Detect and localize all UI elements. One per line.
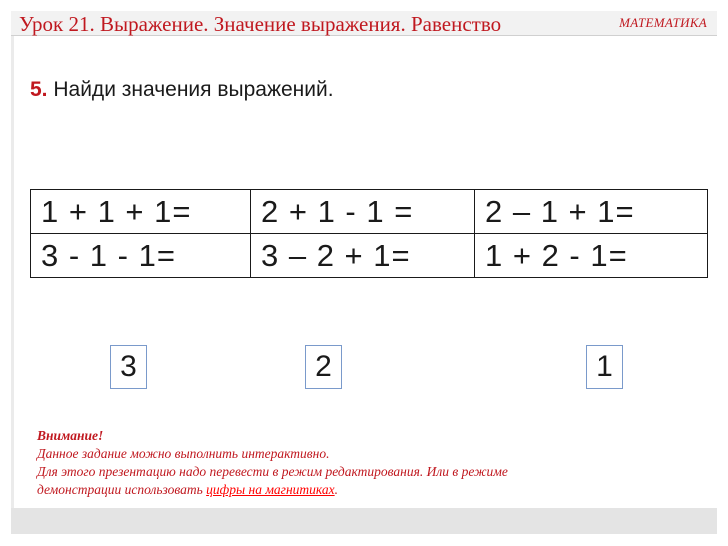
attention-note [37,427,707,499]
expression-cell: 3 - 1 - 1= [31,234,251,278]
left-decor-bar [11,36,14,508]
note-line-1: Данное задание можно выполнить интерактивно. [37,446,330,461]
bottom-decor-bar [11,508,717,534]
expressions-table [30,189,708,278]
expression-cell: 2 + 1 - 1 = [251,190,475,234]
task-text: Найди значения выражений. [53,78,334,101]
expression-cell: 1 + 1 + 1= [31,190,251,234]
note-line-3-suffix: . [334,482,338,497]
lesson-title: Урок 21. Выражение. Значение выражения. Равенство [19,12,502,36]
note-line-2: Для этого презентацию надо перевести в режим редактирования. Или в режиме [37,464,508,479]
expression-cell: 1 + 2 - 1= [475,234,708,278]
note-line-3 [37,481,707,499]
answer-magnet-3[interactable]: 3 [110,345,147,389]
header-bar [11,11,717,36]
note-heading: Внимание! [37,428,104,443]
subject-label: МАТЕМАТИКА [619,15,707,30]
task-number: 5. [30,78,48,101]
table-row [31,190,708,234]
table-row [31,234,708,278]
answer-magnet-2[interactable]: 2 [305,345,342,389]
answer-magnet-1[interactable]: 1 [586,345,623,389]
note-line-3-prefix: демонстрации использовать [37,482,207,497]
expression-cell: 2 – 1 + 1= [475,190,708,234]
magnet-digits-link[interactable]: цифры на магнитиках [206,482,335,497]
expression-cell: 3 – 2 + 1= [251,234,475,278]
task-heading [30,78,334,102]
